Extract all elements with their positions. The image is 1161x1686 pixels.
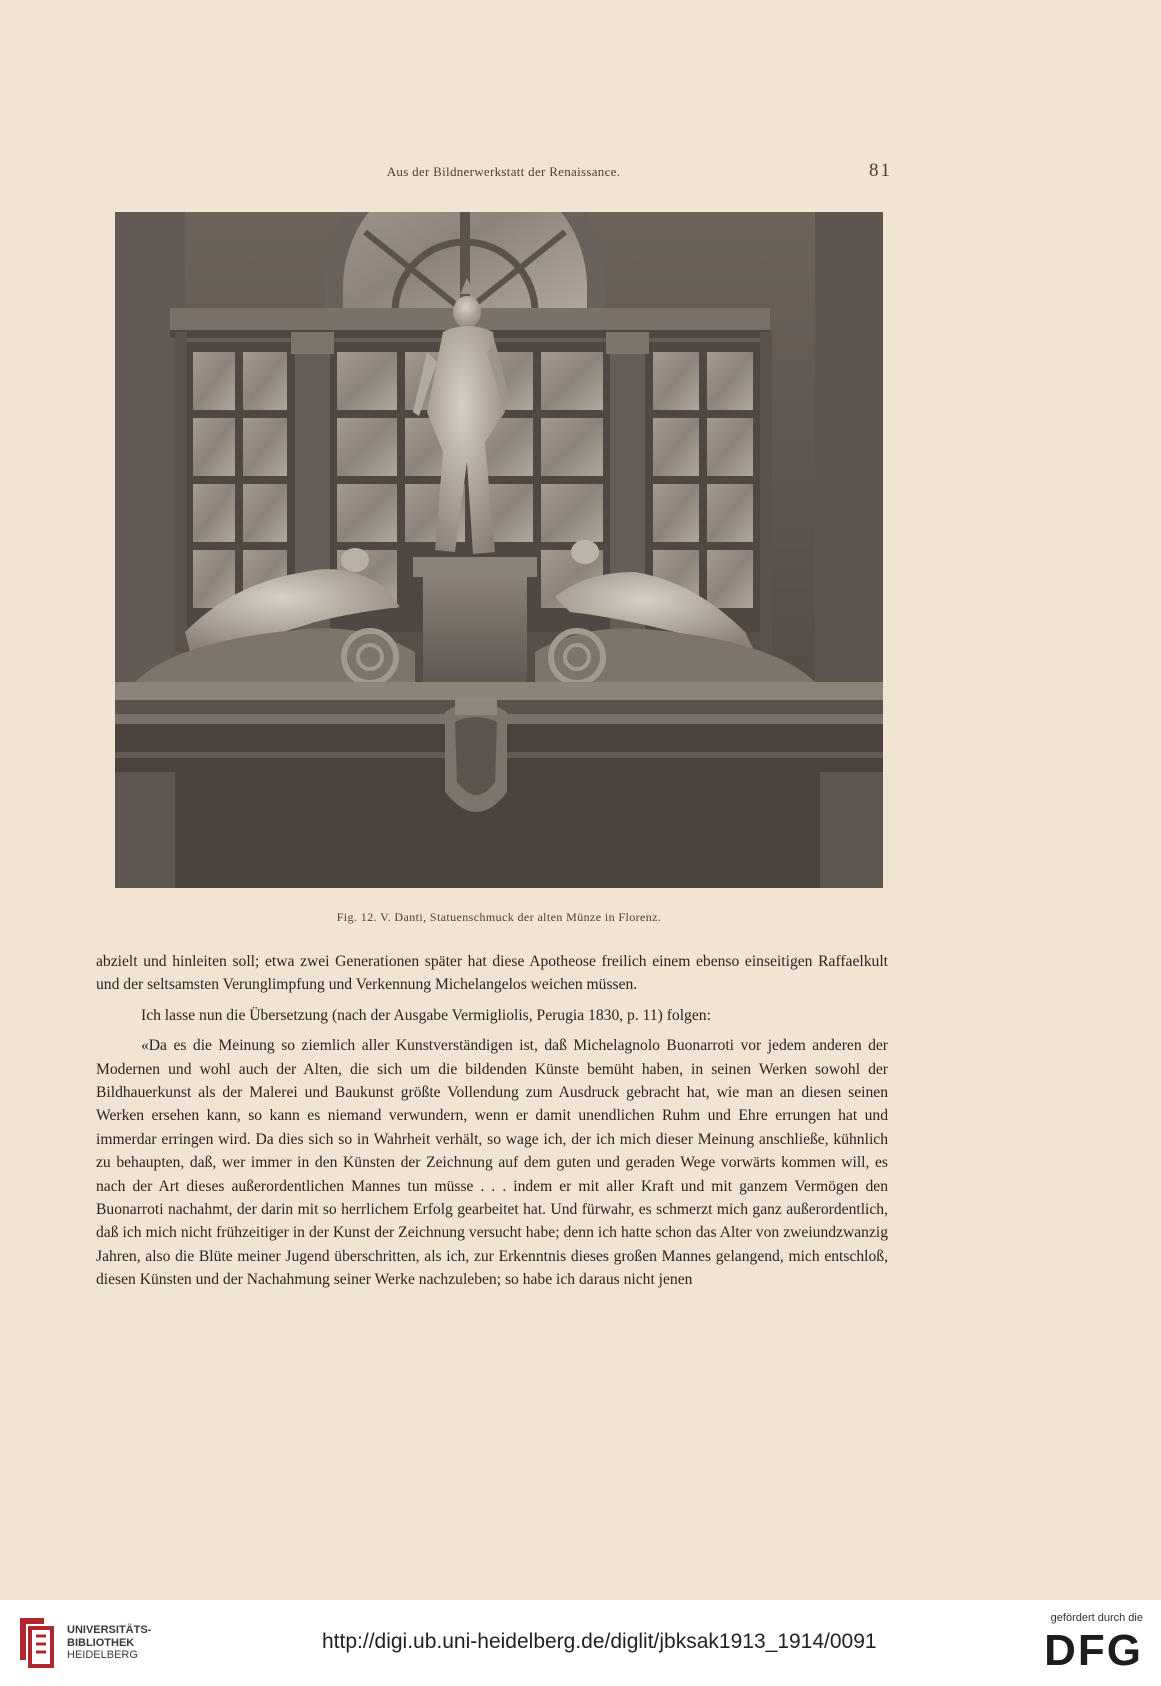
paragraph: abzielt und hinleiten soll; etwa zwei Generationen später hat diese Apotheose freilich einem ebenso einseitigen Raffaelkult und der seltsamsten Verunglimpfung und Verkennung Michelangelos weichen müssen.	[96, 953, 888, 994]
figure-caption: Fig. 12. V. Danti, Statuenschmuck der alten Münze in Florenz.	[336, 910, 662, 924]
funder-block	[1023, 1612, 1143, 1676]
running-title: Aus der Bildnerwerkstatt der Renaissance.	[386, 164, 621, 179]
library-logo-icon	[14, 1616, 58, 1668]
funding-label: gefördert durch die	[1050, 1612, 1143, 1624]
digitization-footer	[0, 1600, 1161, 1686]
paragraph: Ich lasse nun die Übersetzung (nach der Ausgabe Vermigliolis, Perugia 1830, p. 11) folgen:	[141, 1006, 711, 1024]
dfg-logo[interactable]: DFG	[1044, 1626, 1143, 1675]
library-name: UNIVERSITÄTS- BIBLIOTHEK HEIDELBERG	[67, 1624, 152, 1661]
library-logo[interactable]	[14, 1610, 162, 1676]
permalink-url[interactable]: http://digi.ub.uni-heidelberg.de/diglit/jbksak1913_1914/0091	[322, 1630, 877, 1653]
body-text	[96, 950, 888, 1292]
paragraph: «Da es die Meinung so ziemlich aller Kunstverständigen ist, daß Michelagnolo Buonarroti vor jedem anderen der Modernen und wohl auch der Alten, die sich um die bildenden Künste bemüht haben, in seinen Werken sowohl der Bildhauerkunst als der Malerei und Baukunst größte Vollendung zum Ausdruck gebracht hat, wie man an diesen seinen Werken ersehen kann, so kann es niemand verwundern, wenn er damit unendlichen Ruhm und Ehre errungen hat und immerdar erringen wird. Da dies sich so in Wahrheit verhält, so wage ich, der ich mich dieser Meinung anschließe, kühnlich zu behaupten, daß, wer immer in den Künsten der Zeichnung auf dem guten und geraden Wege vorwärts kommen will, es nach der Art dieses außerordentlichen Mannes tun müsse . . . indem er mit aller Kraft und mit ganzem Vermögen den Buonarroti nachahmt, der darin mit so herrlichem Erfolg gearbeitet hat. Und fürwahr, es schmerzt mich ganz außerordentlich, daß ich mich nicht frühzeitiger in der Kunst der Zeichnung versucht habe; denn ich hatte schon das Alter von zweiundzwanzig Jahren, also die Blüte meiner Jugend überschritten, als ich, zur Erkenntnis dieses großen Mannes gelangend, mich entschloß, diesen Künsten und der Nachahmung seiner Werke nachzuleben; so habe ich daraus nicht jenen	[96, 1037, 888, 1289]
page-number: 81	[869, 160, 892, 181]
figure-photograph	[115, 212, 883, 888]
